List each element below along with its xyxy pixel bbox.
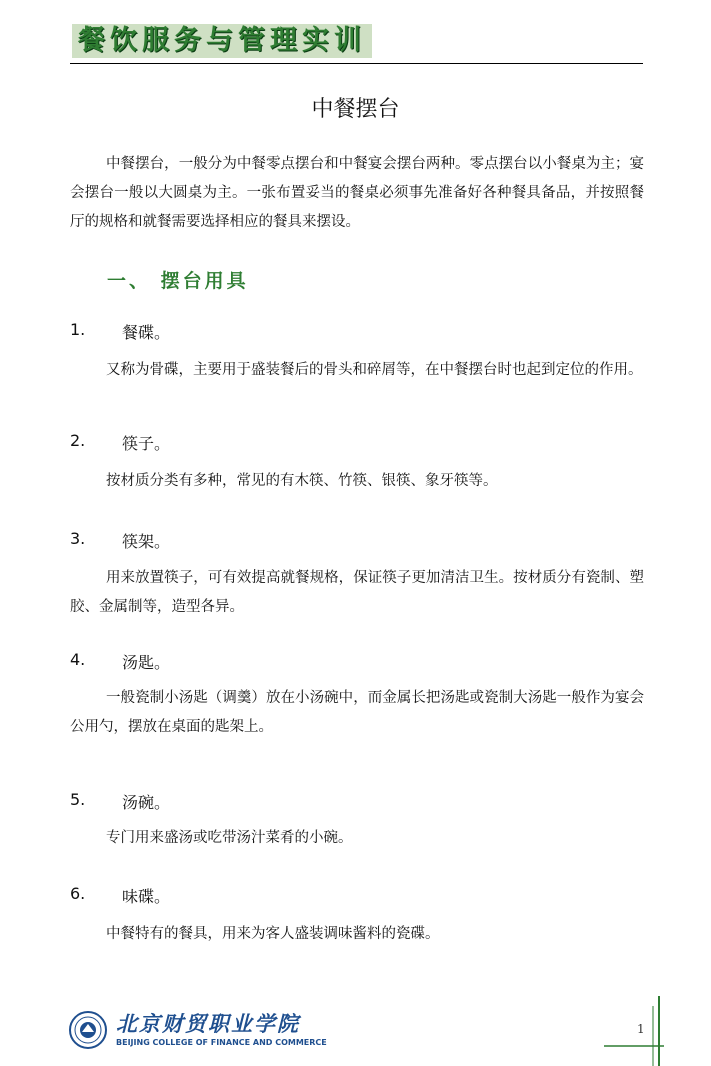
- college-name-en: BEIJING COLLEGE OF FINANCE AND COMMERCE: [116, 1038, 327, 1047]
- item-text: 专门用来盛汤或吃带汤汁菜肴的小碗。: [106, 830, 353, 846]
- item-number: 5.: [70, 790, 86, 809]
- item-number: 3.: [70, 529, 86, 548]
- college-name-cn: 北京财贸职业学院: [116, 1012, 300, 1036]
- footer-logo: [68, 1008, 327, 1052]
- item-text: 中餐特有的餐具，用来为客人盛装调味酱料的瓷碟。: [106, 926, 440, 942]
- college-seal-icon: [68, 1010, 108, 1050]
- item-label: 汤匙。: [122, 653, 171, 672]
- page-number: 1: [637, 1022, 645, 1036]
- header-title: 餐饮服务与管理实训: [72, 24, 372, 58]
- item-label: 筷子。: [122, 434, 171, 453]
- item-text: 又称为骨碟，主要用于盛装餐后的骨头和碎屑等，在中餐摆台时也起到定位的作用。: [106, 362, 643, 378]
- item-label: 餐碟。: [122, 323, 171, 342]
- item-text: 一般瓷制小汤匙（调羹）放在小汤碗中，而金属长把汤匙或瓷制大汤匙一般作为宴会公用勺，摆放在桌面的匙架上。: [70, 690, 644, 735]
- item-label: 味碟。: [122, 887, 171, 906]
- page-title: 中餐摆台: [311, 97, 400, 122]
- item-text: 用来放置筷子，可有效提高就餐规格，保证筷子更加清洁卫生。按材质分有瓷制、塑胶、金属制等，造型各异。: [70, 570, 644, 615]
- intro-paragraph: 中餐摆台，一般分为中餐零点摆台和中餐宴会摆台两种。零点摆台以小餐桌为主；宴会摆台一般以大圆桌为主。一张布置妥当的餐桌必须事先准备好各种餐具备品，并按照餐厅的规格和就餐需要选择相应的餐具来摆设。: [70, 156, 644, 230]
- header-rule: [70, 63, 643, 64]
- item-label: 汤碗。: [122, 793, 171, 812]
- item-number: 4.: [70, 650, 86, 669]
- item-text: 按材质分类有多种，常见的有木筷、竹筷、银筷、象牙筷等。: [106, 473, 498, 489]
- section-title: 一、 摆台用具: [107, 270, 249, 292]
- item-number: 6.: [70, 884, 86, 903]
- item-number: 1.: [70, 320, 86, 339]
- item-number: 2.: [70, 431, 86, 450]
- item-label: 筷架。: [122, 532, 171, 551]
- corner-crop-mark: [604, 996, 664, 1066]
